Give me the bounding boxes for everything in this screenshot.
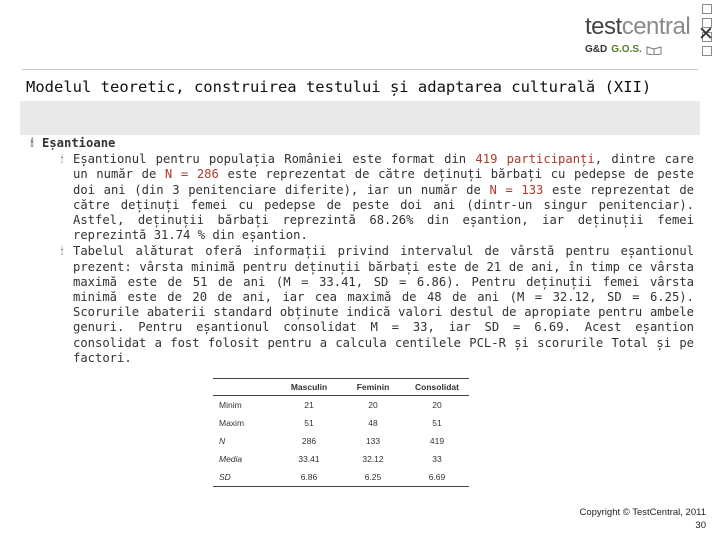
list-item xyxy=(56,244,694,366)
table-row xyxy=(213,396,469,415)
table-cell: 48 xyxy=(368,418,378,428)
table-header-row xyxy=(213,379,469,396)
header-divider xyxy=(22,69,698,70)
table-row xyxy=(213,450,469,468)
decor-square xyxy=(702,46,712,56)
slide-body xyxy=(26,136,694,366)
table-cell: 20 xyxy=(432,400,442,410)
table-header-cell: Masculin xyxy=(277,379,341,396)
section-heading: Eșantioane xyxy=(42,136,116,150)
paragraph-sample: Eșantionul pentru populația României este format din 419 participanți, dintre care un număr de N = 286 este reprezentat de către deținuți bărbați cu pedepse de peste doi ani (din 3 penitenciare diferite), iar un număr de N = 133 este reprezentat de către deținuți femei cu pedepse de peste doi ani (dintr-un singur penitenciar). Astfel, deținuții bărbați reprezintă 68.26% din eșantion, iar deținuții femei reprezintă 31.74 % din eșantion. xyxy=(73,152,694,243)
title-band xyxy=(20,101,700,135)
table-cell: 6.25 xyxy=(341,468,405,487)
candle-bullet-icon: 🕯 xyxy=(60,246,64,258)
table-cell: 6.69 xyxy=(405,468,469,487)
gos-logo: G.O.S. xyxy=(611,44,642,55)
page-number: 30 xyxy=(695,520,706,531)
row-label: Media xyxy=(219,454,243,464)
table-cell: 21 xyxy=(304,400,314,410)
table-header-cell xyxy=(213,379,277,396)
table-row xyxy=(213,414,469,432)
table-cell: 33.41 xyxy=(298,454,320,464)
table-cell: 286 xyxy=(301,436,317,446)
table-header-cell: Consolidat xyxy=(405,379,469,396)
copyright-text: Copyright © TestCentral, 2011 xyxy=(579,507,706,518)
row-label: Minim xyxy=(219,400,242,410)
row-label: SD xyxy=(213,468,277,487)
paragraph-age-table: Tabelul alăturat oferă informații privind intervalul de vârstă pentru eșantionul prezent: vârsta minimă pentru deținuții bărbați este de 21 de ani, în timp ce vârsta maximă este de 51 de ani (M = 33.41, SD = 6.86). Pentru deținuții femei vârsta minimă este de 20 de ani, iar cea maximă de 48 de ani (M = 32.12, SD = 6.25). Scorurile abaterii standard obținute indică valori destul de apropiate pentru ambele genuri. Pentru eșantionul consolidat M = 33, iar SD = 6.69. Acest eșantion consolidat a fost folosit pentru a calcula centilele PCL-R și scorurile Total și pe factori. xyxy=(73,244,694,365)
table-cell: 51 xyxy=(432,418,442,428)
list-item xyxy=(56,152,694,243)
candle-bullet-icon: 🕯 xyxy=(30,138,34,149)
row-label: N xyxy=(219,436,226,446)
testcentral-logo xyxy=(585,14,697,70)
gd-logo: G&D xyxy=(585,44,608,55)
slide-footer xyxy=(579,506,706,532)
section-heading-row xyxy=(26,136,694,151)
table-row xyxy=(213,432,469,450)
candle-bullet-icon: 🕯 xyxy=(60,154,64,166)
age-statistics-table xyxy=(213,378,475,486)
table-cell: 133 xyxy=(365,436,381,446)
book-icon xyxy=(646,45,662,55)
close-icon[interactable]: ✕ xyxy=(698,23,714,45)
table-cell: 32.12 xyxy=(362,454,384,464)
partner-logos xyxy=(585,44,697,55)
table-row xyxy=(213,468,469,487)
table-cell: 33 xyxy=(432,454,442,464)
decor-square xyxy=(702,4,712,14)
slide-title: Modelul teoretic, construirea testului și adaptarea culturală (XII) xyxy=(26,78,652,96)
table-cell: 419 xyxy=(429,436,445,446)
table-cell: 20 xyxy=(368,400,378,410)
table-cell: 51 xyxy=(304,418,314,428)
logo-wordmark: testcentral xyxy=(585,13,691,40)
table-header-cell: Feminin xyxy=(341,379,405,396)
row-label: Maxim xyxy=(219,418,245,428)
table-cell: 6.86 xyxy=(277,468,341,487)
